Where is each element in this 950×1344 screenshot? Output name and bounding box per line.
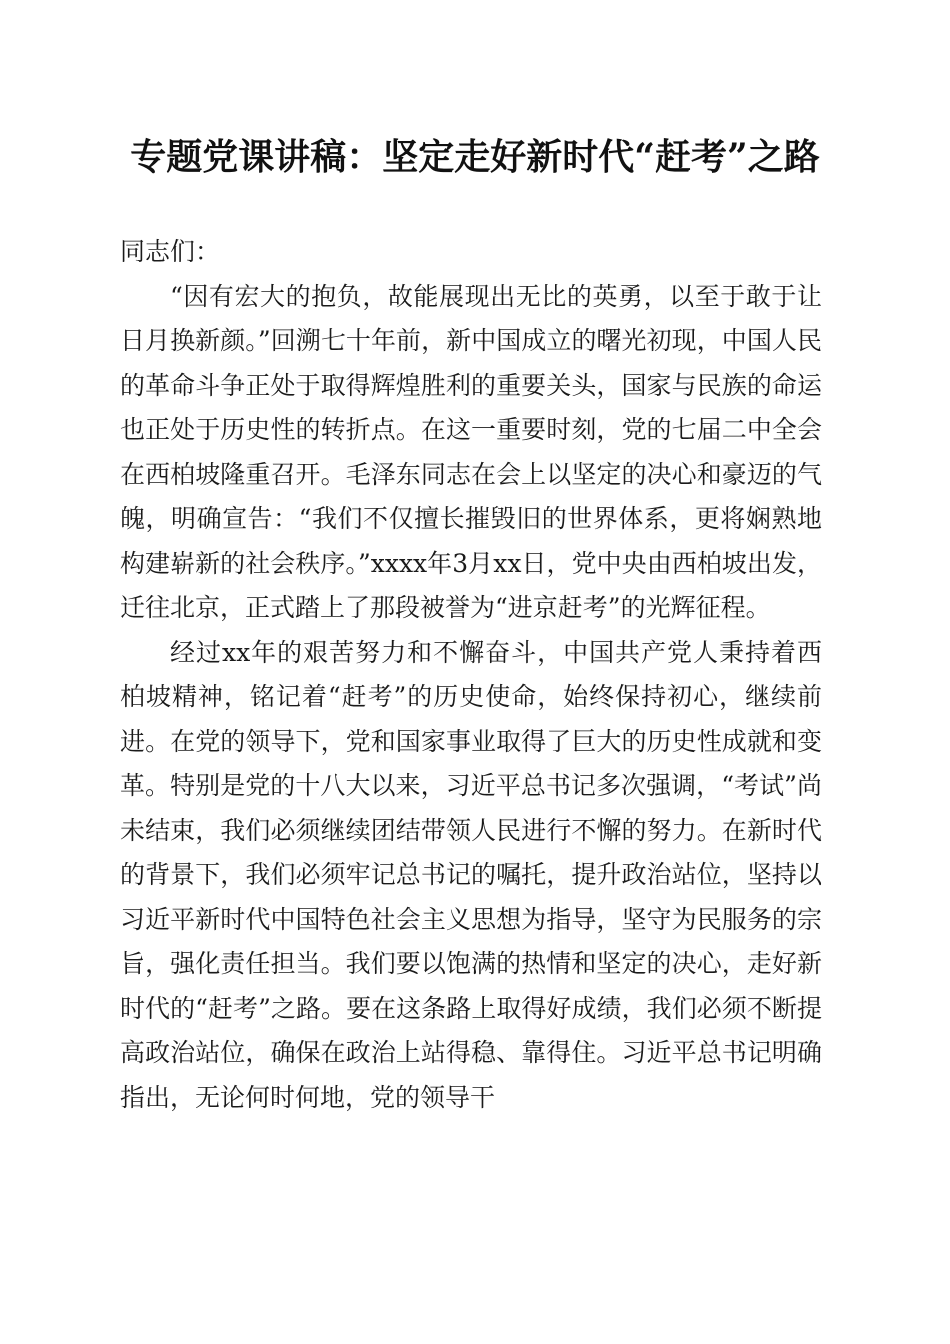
paragraph-2: 经过xx年的艰苦努力和不懈奋斗，中国共产党人秉持着西柏坡精神，铭记着“赶考”的历史使命，始终保持初心，继续前进。在党的领导下，党和国家事业取得了巨大的历史性成就和变革。特别是党的十八大以来，习近平总书记多次强调，“考试”尚未结束，我们必须继续团结带领人民进行不懈的努力。在新时代的背景下，我们必须牢记总书记的嘱托，提升政治站位，坚持以习近平新时代中国特色社会主义思想为指导，坚守为民服务的宗旨，强化责任担当。我们要以饱满的热情和坚定的决心，走好新时代的“赶考”之路。要在这条路上取得好成绩，我们必须不断提高政治站位，确保在政治上站得稳、靠得住。习近平总书记明确指出，无论何时何地，党的领导干 [120,637,822,1112]
paragraph-1: “因有宏大的抱负，故能展现出无比的英勇，以至于敢于让日月换新颜。”回溯七十年前，新中国成立的曙光初现，中国人民的革命斗争正处于取得辉煌胜利的重要关头，国家与民族的命运也正处于历史性的转折点。在这一重要时刻，党的七届二中全会在西柏坡隆重召开。毛泽东同志在会上以坚定的决心和豪迈的气魄，明确宣告：“我们不仅擅长摧毁旧的世界体系，更将娴熟地构建崭新的社会秩序。”xxxx年3月xx日，党中央由西柏坡出发，迁往北京，正式踏上了那段被誉为“进京赶考”的光辉征程。 [120,281,822,622]
document-body [120,230,822,1120]
document-title: 专题党课讲稿：坚定走好新时代“赶考”之路 [130,136,820,178]
salutation: 同志们： [120,237,221,266]
